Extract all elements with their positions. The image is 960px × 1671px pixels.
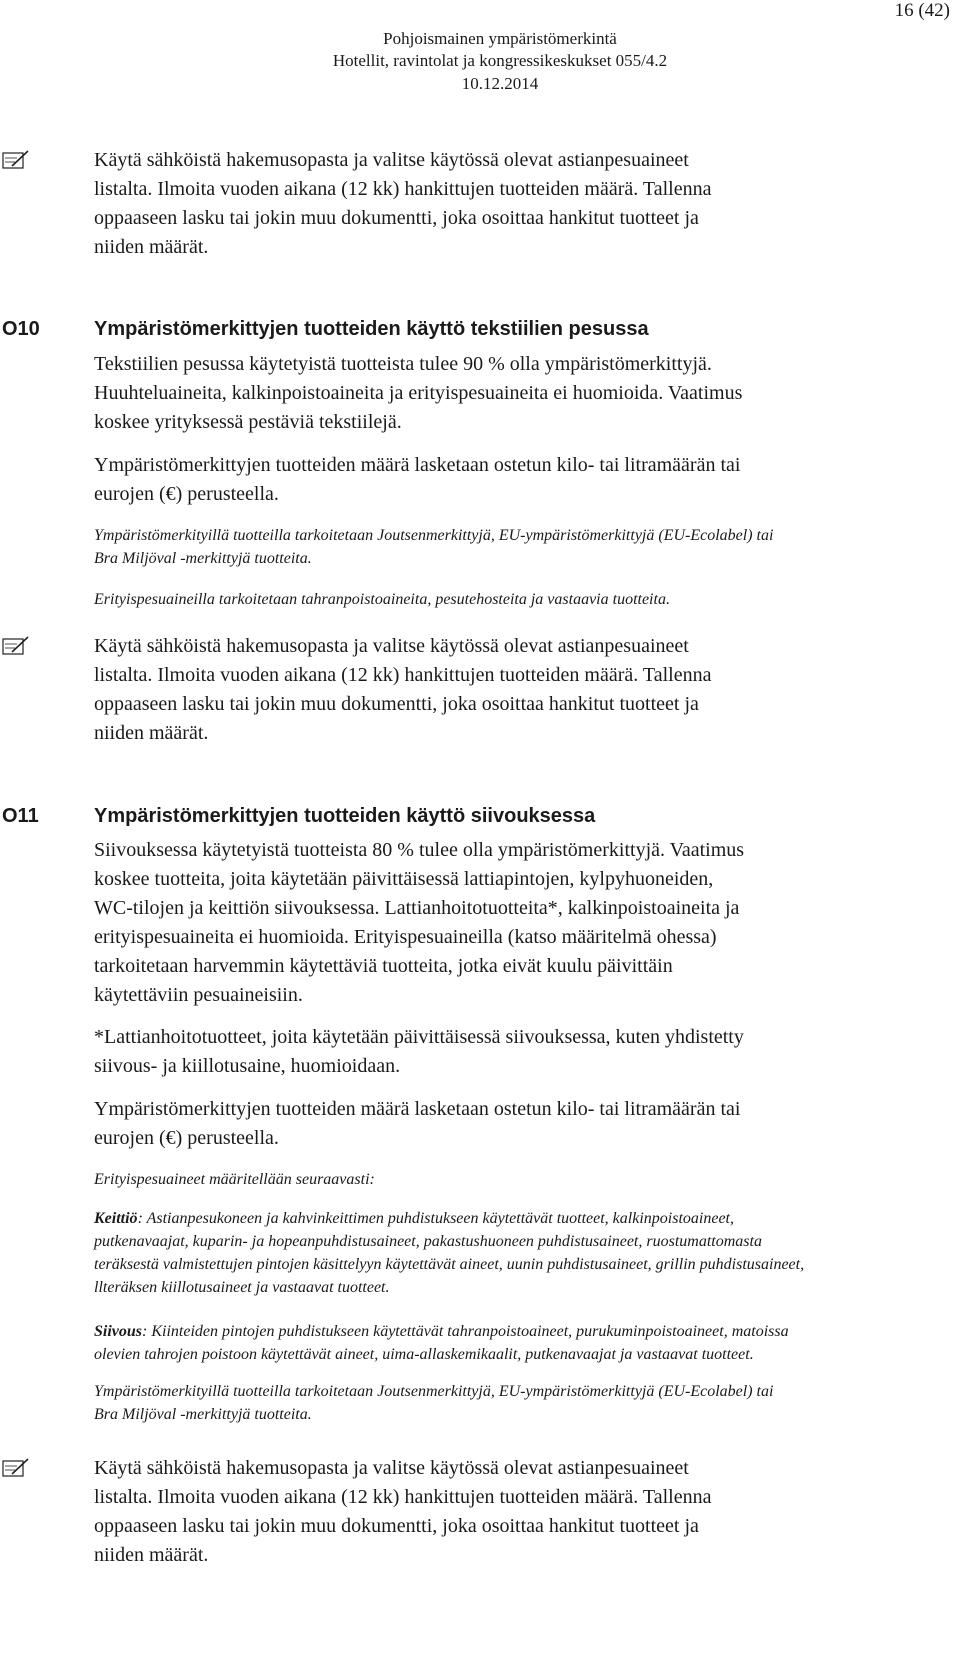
text-line: koskee tuotteita, joita käytetään päivittäisessä lattiapintojen, kylpyhuoneiden, [94, 868, 714, 890]
note-line: Käytä sähköistä hakemusopasta ja valitse käytössä olevat astianpesuaineet [94, 1457, 689, 1479]
note-line: listalta. Ilmoita vuoden aikana (12 kk) hankittujen tuotteiden määrä. Tallenna [94, 664, 712, 686]
header-title: Pohjoismainen ympäristömerkintä [383, 29, 617, 48]
notepad-pencil-icon [2, 636, 30, 656]
footnote [94, 1380, 773, 1426]
requirement-text [94, 836, 744, 1010]
definition-cleaning [94, 1320, 789, 1366]
text-line: llteräksen kiillotusaineet ja vastaavat tuotteet. [94, 1279, 390, 1296]
text-line: käytettäviin pesuaineisiin. [94, 984, 303, 1006]
text-line: tarkoitetaan harvemmin käytettäviä tuotteita, jotka eivät kuulu päivittäin [94, 955, 673, 977]
text-line: Bra Miljöval -merkittyjä tuotteita. [94, 1406, 312, 1423]
note-line: oppaaseen lasku tai jokin muu dokumentti, joka osoittaa hankitut tuotteet ja [94, 1515, 699, 1537]
text-line: teräksestä valmistettujen pintojen käsittelyyn käytettävät aineet, uunin puhdistusaineet, grillin puhdistusaineet, [94, 1256, 805, 1273]
text-line: Huuhteluaineita, kalkinpoistoaineita ja erityispesuaineita ei huomioida. Vaatimus [94, 382, 743, 404]
requirement-text [94, 350, 742, 437]
requirement-title: Ympäristömerkittyjen tuotteiden käyttö tekstiilien pesussa [94, 318, 649, 340]
notepad-pencil-icon [2, 1458, 30, 1478]
footnote: Erityispesuaineilla tarkoitetaan tahranpoistoaineita, pesutehosteita ja vastaavia tuotteita. [94, 591, 670, 608]
text-line: Siivouksessa käytetyistä tuotteista 80 % tulee olla ympäristömerkittyjä. Vaatimus [94, 839, 745, 861]
note-line: listalta. Ilmoita vuoden aikana (12 kk) hankittujen tuotteiden määrä. Tallenna [94, 178, 712, 200]
notepad-pencil-icon [2, 150, 30, 170]
text-line: : Astianpesukoneen ja kahvinkeittimen puhdistukseen käytettävät tuotteet, kalkinpoistoaineet, [137, 1210, 734, 1227]
footnote [94, 524, 773, 570]
note-line: oppaaseen lasku tai jokin muu dokumentti, joka osoittaa hankitut tuotteet ja [94, 207, 699, 229]
note-line: Käytä sähköistä hakemusopasta ja valitse käytössä olevat astianpesuaineet [94, 635, 689, 657]
header-subtitle: Hotellit, ravintolat ja kongressikeskukset 055/4.2 [332, 51, 668, 70]
definition-kitchen [94, 1207, 804, 1299]
requirement-text [94, 1095, 740, 1153]
text-line: putkenavaajat, kuparin- ja hopeanpuhdistusaineet, pakastushuoneen puhdistusaineet, ruostumattomasta [94, 1233, 762, 1250]
requirement-text [94, 451, 740, 509]
text-line: *Lattianhoitotuotteet, joita käytetään päivittäisessä siivouksessa, kuten yhdistetty [94, 1026, 744, 1048]
definition-label: Keittiö [94, 1210, 138, 1227]
text-line: : Kiinteiden pintojen puhdistukseen käytettävät tahranpoistoaineet, purukuminpoistoaineet, matoissa [142, 1323, 789, 1340]
page-number: 16 (42) [894, 0, 950, 21]
definition-label: Siivous [94, 1323, 143, 1340]
text-line: Ympäristömerkittyjen tuotteiden määrä lasketaan ostetun kilo- tai litramäärän tai [94, 454, 741, 476]
requirement-title: Ympäristömerkittyjen tuotteiden käyttö siivouksessa [94, 805, 596, 827]
text-line: WC-tilojen ja keittiön siivouksessa. Lattianhoitotuotteita*, kalkinpoistoaineita ja [94, 897, 740, 919]
note-line: oppaaseen lasku tai jokin muu dokumentti, joka osoittaa hankitut tuotteet ja [94, 693, 699, 715]
requirement-text [94, 1023, 744, 1081]
text-line: siivous- ja kiillotusaine, huomioidaan. [94, 1055, 401, 1077]
text-line: erityispesuaineita ei huomioida. Erityispesuaineilla (katso määritelmä ohessa) [94, 926, 717, 948]
note-line: Käytä sähköistä hakemusopasta ja valitse käytössä olevat astianpesuaineet [94, 149, 689, 171]
requirement-id: O10 [2, 318, 40, 340]
text-line: olevien tahrojen poistoon käytettävät aineet, uima-allaskemikaalit, putkenavaajat ja vastaavat tuotteet. [94, 1346, 754, 1363]
note-line: niiden määrät. [94, 722, 209, 744]
text-line: Tekstiilien pesussa käytetyistä tuotteista tulee 90 % olla ympäristömerkittyjä. [94, 353, 712, 375]
text-line: eurojen (€) perusteella. [94, 483, 279, 505]
note-line: niiden määrät. [94, 236, 209, 258]
requirement-id: O11 [2, 805, 39, 827]
text-line: koskee yrityksessä pestäviä tekstiilejä. [94, 411, 402, 433]
text-line: Ympäristömerkittyjen tuotteiden määrä lasketaan ostetun kilo- tai litramäärän tai [94, 1098, 741, 1120]
note-line: listalta. Ilmoita vuoden aikana (12 kk) hankittujen tuotteiden määrä. Tallenna [94, 1486, 712, 1508]
text-line: eurojen (€) perusteella. [94, 1127, 279, 1149]
text-line: Ympäristömerkityillä tuotteilla tarkoitetaan Joutsenmerkittyjä, EU-ympäristömerkittyjä (EU-Ecolabel) tai [94, 527, 774, 544]
definition-intro: Erityispesuaineet määritellään seuraavasti: [94, 1171, 375, 1188]
text-line: Bra Miljöval -merkittyjä tuotteita. [94, 550, 312, 567]
header-date: 10.12.2014 [461, 74, 539, 93]
note-line: niiden määrät. [94, 1544, 209, 1566]
text-line: Ympäristömerkityillä tuotteilla tarkoitetaan Joutsenmerkittyjä, EU-ympäristömerkittyjä (EU-Ecolabel) tai [94, 1383, 774, 1400]
